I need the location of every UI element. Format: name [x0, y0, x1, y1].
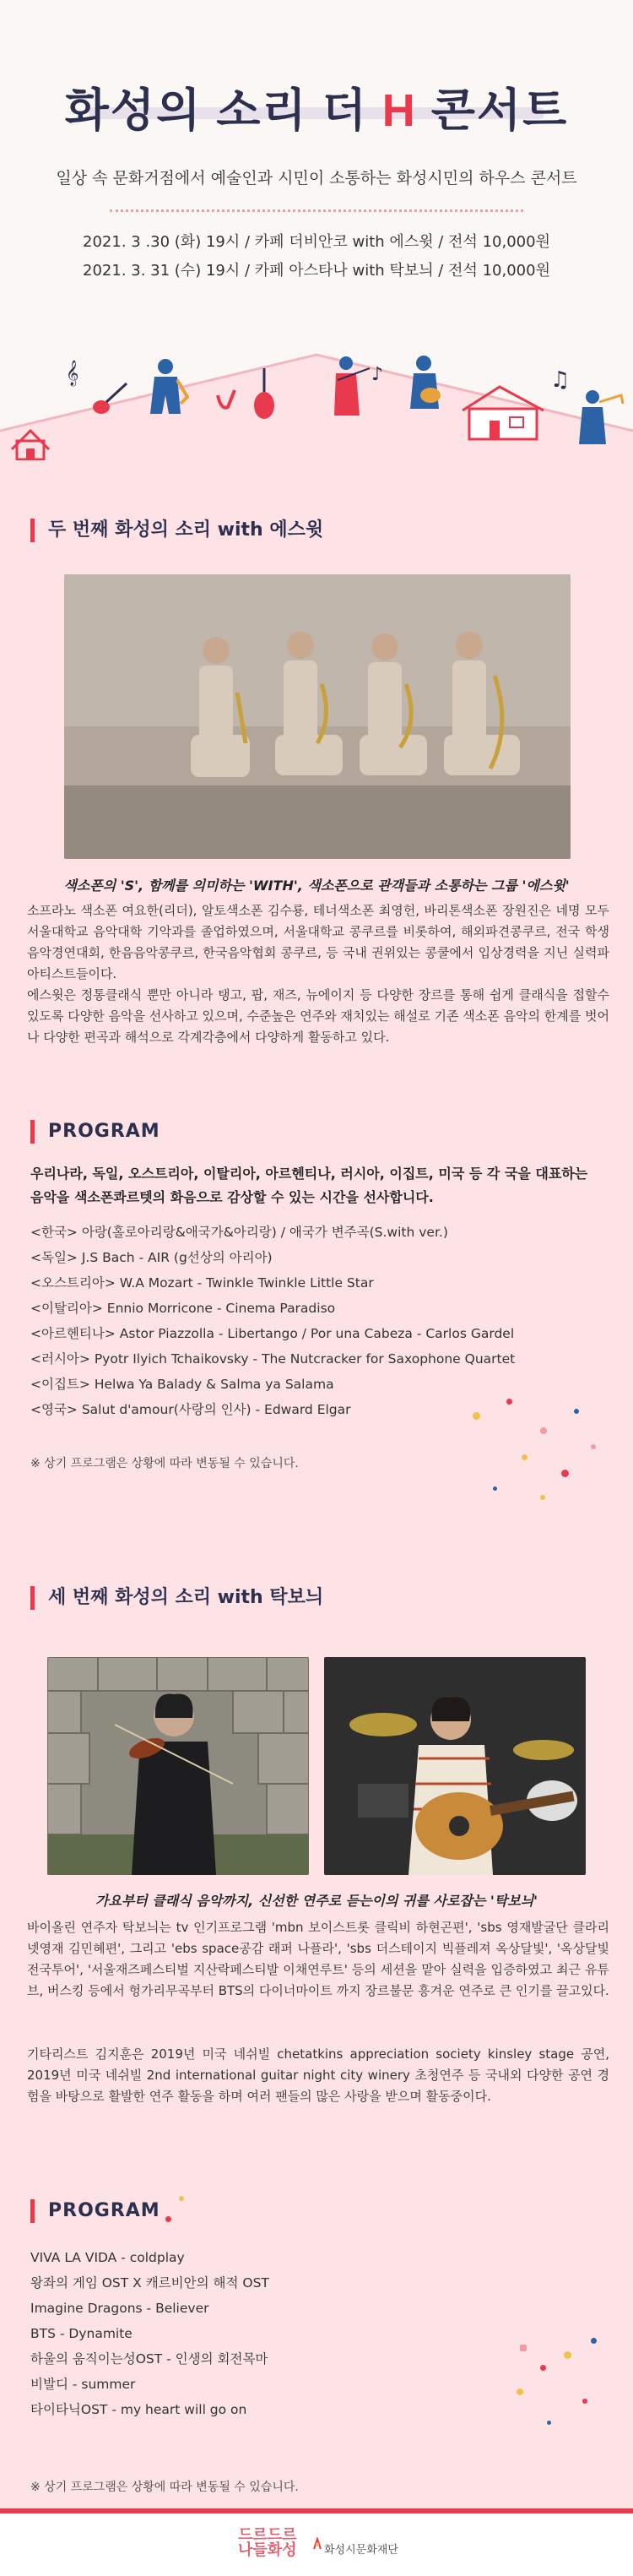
list-item: <독일> J.S Bach - AIR (g선상의 아리아): [30, 1250, 273, 1265]
section1-caption: 색소폰의 'S', 함께를 의미하는 'WITH', 색소폰으로 관객들과 소통하는 그룹 '에스윗': [63, 878, 570, 894]
section2-program-heading: PROGRAM: [30, 2199, 160, 2223]
section2-caption: 가요부터 클래식 음악까지, 신선한 연주로 듣는이의 귀를 사로잡는 '탁보늬': [95, 1893, 538, 1909]
svg-text:𝄞: 𝄞: [66, 361, 79, 386]
list-item: 왕좌의 게임 OST X 캐르비안의 해적 OST: [30, 2275, 269, 2291]
section1-paragraph-1: 소프라노 색소폰 여요한(리더), 알토색소폰 김수룡, 테너색소폰 최영헌, 바리톤색소폰 장원진은 네명 모두 서울대학교 음악대학 기악과를 졸업하였으며, 서울대학교 콩쿠르를 비롯하여, 해외파견콩쿠르, 전국 학생음악경연대회, 한음음악콩쿠르, 한국음악협회 콩쿠르, 등 국내 권위있는 콩쿨에서 입상경력을 지닌 실력파 아티스트들이다.: [27, 903, 609, 981]
section1-program-list: [30, 1220, 613, 1422]
section1-program-heading: PROGRAM: [30, 1120, 160, 1144]
violinist-photo: [47, 1657, 309, 1875]
treble-clef-icon: [66, 360, 78, 387]
date-line-2: 2021. 3. 31 (수) 19시 / 카페 아스타나 with 탁보늬 / 전석 10,000원: [83, 262, 550, 280]
svg-text:♫: ♫: [550, 367, 571, 393]
date-line-1: 2021. 3 .30 (화) 19시 / 카페 더비안코 with 에스윗 / 전석 10,000원: [83, 233, 550, 251]
section2-paragraph-2: 기타리스트 김지훈은 2019년 미국 네쉬빌 chetatkins appreciation society kinsley stage 공연, 2019년 미국 네쉬빌 2nd international guitar night city winery 초청연주 등 국내외 다양한 공연 경험을 바탕으로 활발한 연주 활동을 하며 여러 팬들의 많은 사랑을 받으며 활동중이다.: [27, 2046, 609, 2104]
list-item: <이집트> Helwa Ya Balady & Salma ya Salama: [30, 1377, 334, 1392]
svg-text:♪: ♪: [371, 364, 384, 385]
list-item: 비발디 - summer: [30, 2377, 136, 2392]
list-item: Imagine Dragons - Believer: [30, 2301, 209, 2316]
foundation-logo: 화성시문화재단: [324, 2544, 398, 2557]
list-item: <한국> 아랑(홀로아리랑&애국가&아리랑) / 애국가 변주곡(S.with ver.): [30, 1225, 448, 1240]
hero-section: [0, 0, 633, 456]
list-item: <오스트리아> W.A Mozart - Twinkle Twinkle Little Star: [30, 1275, 374, 1291]
list-item: <영국> Salut d'amour(사랑의 인사) - Edward Elgar: [30, 1402, 351, 1417]
ddeureudeureu-logo: 드르드르 나들화성: [238, 2526, 297, 2559]
list-item: 하울의 움직이는성OST - 인생의 회전목마: [30, 2351, 268, 2367]
section2-paragraph-1: 바이올린 연주자 탁보늬는 tv 인기프로그램 'mbn 보이스트롯 클릭비 하현곤편', 'sbs 영재발굴단 클라리넷영재 김민혜편', 그리고 'ebs space공감 래퍼 나플라', 'sbs 더스테이지 빅플레져 옥상달빛', '옥상달빛 전국투어', '서울재즈페스티벌 지산락페스티발 이채연루트' 등의 세션을 맡아 실력을 입증하였고 최근 유튜브, 버스킹 등에서 헝가리무곡부터 BTS의 다이너마이트 까지 장르불문 흥겨운 연주로 큰 인기를 끌고있다.: [27, 1920, 609, 1998]
double-note-icon: [550, 367, 570, 393]
list-item: <이탈리아> Ennio Morricone - Cinema Paradiso: [30, 1301, 336, 1316]
list-item: <아르헨티나> Astor Piazzolla - Libertango / Por una Cabeza - Carlos Gardel: [30, 1326, 515, 1341]
list-item: VIVA LA VIDA - coldplay: [30, 2250, 185, 2265]
section1-program-intro: 우리나라, 독일, 오스트리아, 이탈리아, 아르헨티나, 러시아, 이집트, 미국 등 각 국을 대표하는 음악을 색소폰콰르텟의 화음으로 감상할 수 있는 시간을 선사합니다.: [30, 1166, 588, 1205]
section2-heading: 세 번째 화성의 소리 with 탁보늬: [30, 1586, 323, 1610]
section2-program-list: [30, 2245, 613, 2422]
list-item: 타이타닉OST - my heart will go on: [30, 2402, 247, 2417]
guitarist-photo: [324, 1657, 586, 1875]
roof-illustration: [0, 346, 633, 460]
guitarist-figure: [410, 356, 441, 409]
section2-note: ※ 상기 프로그램은 상황에 따라 변동될 수 있습니다.: [30, 2481, 299, 2494]
esweet-group-photo: [64, 574, 571, 859]
dotted-divider: [110, 209, 523, 212]
list-item: <러시아> Pyotr Ilyich Tchaikovsky - The Nutcracker for Saxophone Quartet: [30, 1351, 516, 1367]
page-title: 화성의 소리 더 H 콘서트: [64, 85, 569, 136]
page-subtitle: 일상 속 문화거점에서 예술인과 시민이 소통하는 화성시민의 하우스 콘서트: [56, 169, 577, 187]
list-item: BTS - Dynamite: [30, 2326, 133, 2341]
section1-heading: 두 번째 화성의 소리 with 에스윗: [30, 519, 323, 542]
section1-paragraph-2: 에스윗은 정통클래식 뿐만 아니라 탱고, 팝, 재즈, 뉴에이지 등 다양한 장르를 통해 쉽게 클래식을 접할수 있도록 다양한 음악을 선사하고 있으며, 수준높은 연주와 재치있는 해설로 기존 색소폰 음악의 한계를 벗어나 다양한 편곡과 해석으로 각계각층에서 다양하게 활동하고 있다.: [27, 987, 609, 1045]
music-note-icon: [371, 364, 383, 385]
section1-note: ※ 상기 프로그램은 상황에 따라 변동될 수 있습니다.: [30, 1457, 299, 1470]
foundation-logo-mark-icon: [312, 2537, 322, 2551]
